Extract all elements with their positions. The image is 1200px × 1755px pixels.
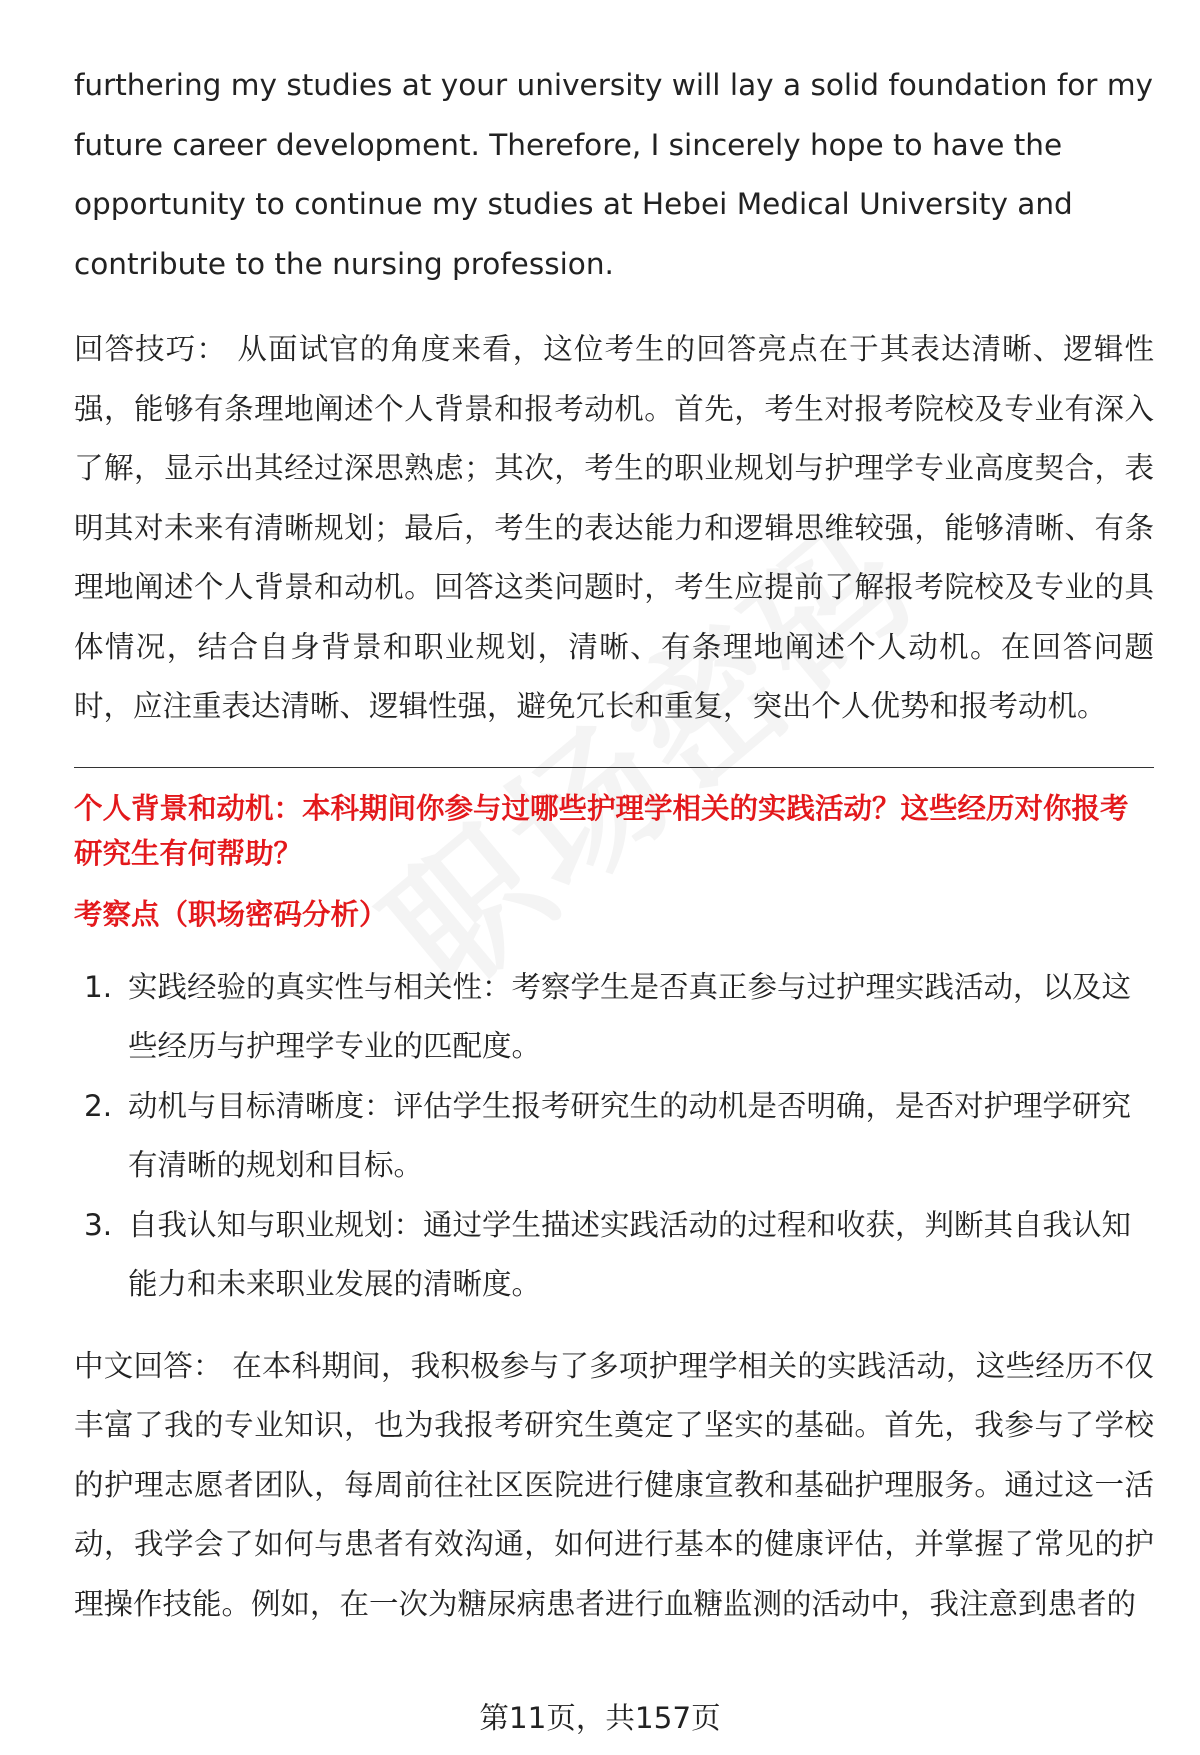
list-item-number: 3. [84,1207,113,1242]
answer-tips-paragraph: 回答技巧： 从面试官的角度来看，这位考生的回答亮点在于其表达清晰、逻辑性强，能够有条理地阐述个人背景和报考动机。首先，考生对报考院校及专业有深入了解，显示出其经过深思熟虑；其次，考生的职业规划与护理学专业高度契合，表明其对未来有清晰规划；最后，考生的表达能力和逻辑思维较强，能够清晰、有条理地阐述个人背景和动机。回答这类问题时，考生应提前了解报考院校及专业的具体情况，结合自身背景和职业规划，清晰、有条理地阐述个人动机。在回答问题时，应注重表达清晰、逻辑性强，避免冗长和重复，突出个人优势和报考动机。 [74,332,1154,723]
examination-points-heading: 考察点（职场密码分析） [74,897,388,931]
list-item-text: 自我认知与职业规划：通过学生描述实践活动的过程和收获，判断其自我认知能力和未来职业发展的清晰度。 [128,1207,1132,1301]
intro-paragraph: furthering my studies at your university will lay a solid foundation for my future career development. Therefore, I sincerely hope to have the opportunity to continue my studies at Hebei Medical University and contribute to the nursing profession. [74,68,1154,281]
question-heading: 个人背景和动机：本科期间你参与过哪些护理学相关的实践活动？这些经历对你报考研究生有何帮助？ [74,791,1129,870]
list-item [74,1077,1154,1196]
list-item-number: 1. [84,969,113,1004]
list-item-text: 实践经验的真实性与相关性：考察学生是否真正参与过护理实践活动，以及这些经历与护理学专业的匹配度。 [128,969,1132,1063]
section-divider [74,767,1154,768]
examination-points-list [74,958,1154,1315]
chinese-answer-paragraph: 中文回答： 在本科期间，我积极参与了多项护理学相关的实践活动，这些经历不仅丰富了我的专业知识，也为我报考研究生奠定了坚实的基础。首先，我参与了学校的护理志愿者团队，每周前往社区医院进行健康宣教和基础护理服务。通过这一活动，我学会了如何与患者有效沟通，如何进行基本的健康评估，并掌握了常见的护理操作技能。例如，在一次为糖尿病患者进行血糖监测的活动中，我注意到患者的 [74,1348,1154,1621]
list-item [74,958,1154,1077]
page-content [74,56,1154,1634]
page-number-footer: 第11页，共157页 [479,1701,721,1735]
list-item-text: 动机与目标清晰度：评估学生报考研究生的动机是否明确，是否对护理学研究有清晰的规划和目标。 [128,1088,1132,1182]
list-item [74,1196,1154,1315]
list-item-number: 2. [84,1088,113,1123]
